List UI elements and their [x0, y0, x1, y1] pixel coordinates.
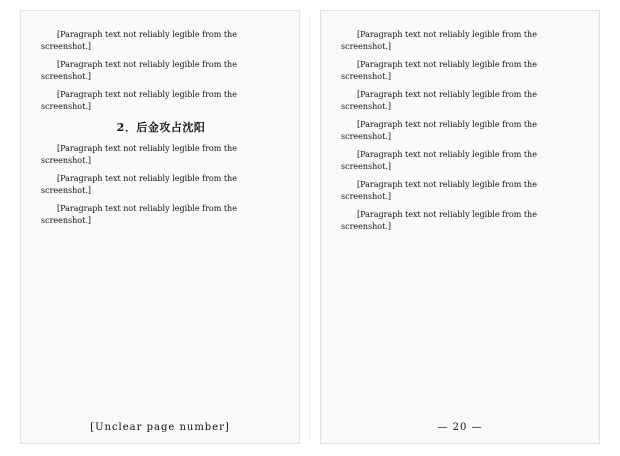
- left-page-number: [Unclear page number]: [90, 422, 230, 433]
- left-paragraph-5: [Paragraph text not reliably legible from the screenshot.]: [41, 174, 237, 195]
- right-page-number: — 20 —: [437, 422, 483, 433]
- right-paragraph-5: [Paragraph text not reliably legible from the screenshot.]: [341, 150, 537, 171]
- right-paragraph-7: [Paragraph text not reliably legible from the screenshot.]: [341, 210, 537, 231]
- left-paragraph-1: [Paragraph text not reliably legible from the screenshot.]: [41, 30, 237, 51]
- right-paragraph-1: [Paragraph text not reliably legible from the screenshot.]: [341, 30, 537, 51]
- right-paragraph-2: [Paragraph text not reliably legible from the screenshot.]: [341, 60, 537, 81]
- book-spine-divider: [309, 16, 310, 440]
- left-page: [20, 10, 300, 444]
- left-page-content: [41, 29, 281, 403]
- right-paragraph-4: [Paragraph text not reliably legible from the screenshot.]: [341, 120, 537, 141]
- right-page-content: [341, 29, 581, 403]
- left-paragraph-6: [Paragraph text not reliably legible from the screenshot.]: [41, 204, 237, 225]
- right-paragraph-6: [Paragraph text not reliably legible from the screenshot.]: [341, 180, 537, 201]
- right-page: [320, 10, 600, 444]
- left-paragraph-2: [Paragraph text not reliably legible from the screenshot.]: [41, 60, 237, 81]
- right-paragraph-3: [Paragraph text not reliably legible from the screenshot.]: [341, 90, 537, 111]
- section-title: 2．后金攻占沈阳: [116, 121, 206, 134]
- left-paragraph-4: [Paragraph text not reliably legible from the screenshot.]: [41, 144, 237, 165]
- left-paragraph-3: [Paragraph text not reliably legible from the screenshot.]: [41, 90, 237, 111]
